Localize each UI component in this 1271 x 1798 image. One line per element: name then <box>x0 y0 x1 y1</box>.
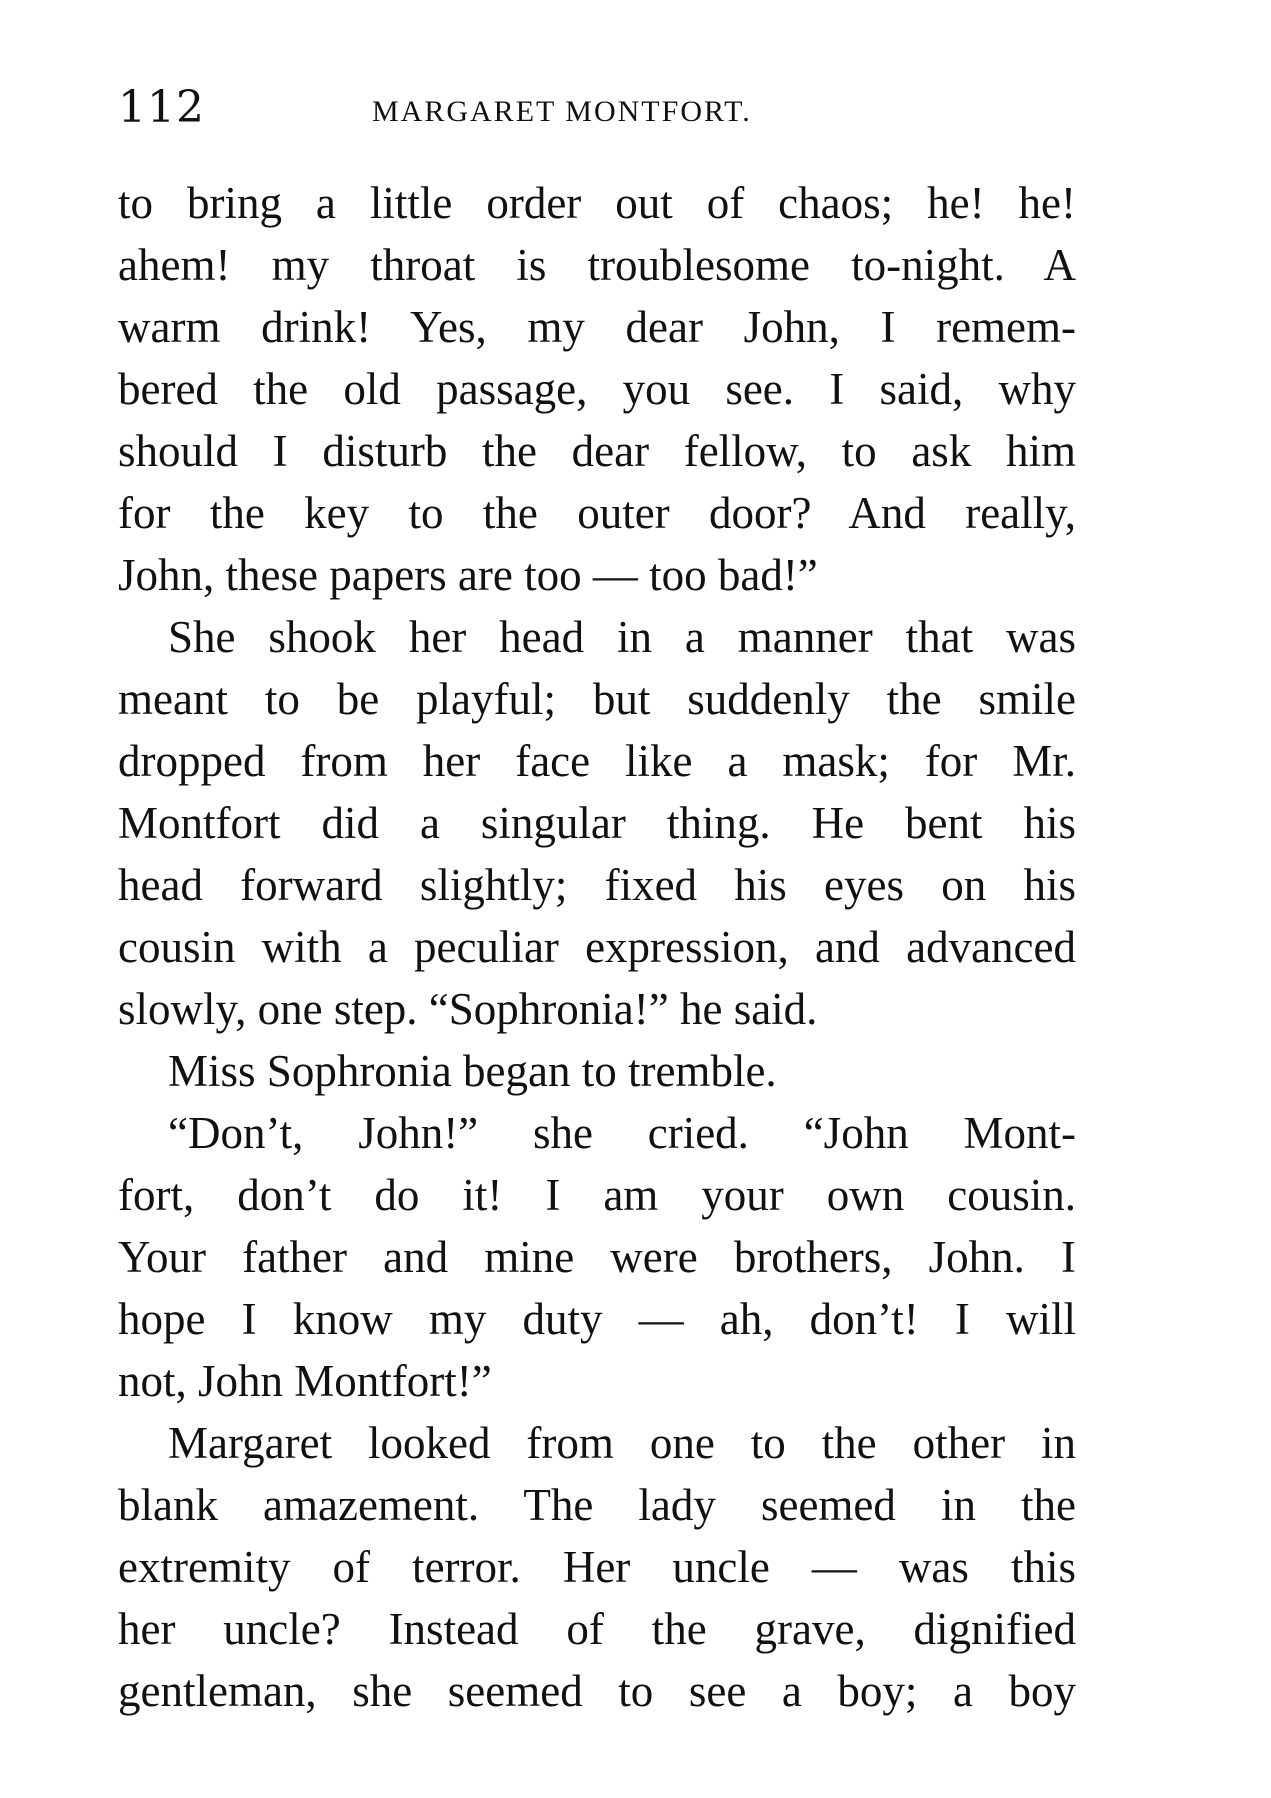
text-line: should I disturb the dear fellow, to ask him <box>118 426 1076 476</box>
text-line: extremity of terror. Her uncle — was this <box>118 1542 1076 1592</box>
text-line: John, these papers are too — too bad!” <box>118 550 818 600</box>
text-line: not, John Montfort!” <box>118 1356 492 1406</box>
page-number: 112 <box>118 82 205 133</box>
text-line: her uncle? Instead of the grave, dignified <box>118 1604 1076 1654</box>
text-line: hope I know my duty — ah, don’t! I will <box>118 1294 1076 1344</box>
text-line: head forward slightly; fixed his eyes on his <box>118 860 1076 910</box>
text-line: Montfort did a singular thing. He bent his <box>118 798 1076 848</box>
body-text <box>118 172 1076 1722</box>
text-line: gentleman, she seemed to see a boy; a boy <box>118 1666 1076 1716</box>
text-line: meant to be playful; but suddenly the smile <box>118 674 1076 724</box>
text-line: blank amazement. The lady seemed in the <box>118 1480 1076 1530</box>
text-line: ahem! my throat is troublesome to-night. A <box>118 240 1076 290</box>
text-line: warm drink! Yes, my dear John, I remem- <box>118 302 1076 352</box>
text-line: Margaret looked from one to the other in <box>168 1418 1076 1468</box>
text-line: “Don’t, John!” she cried. “John Mont- <box>168 1108 1076 1158</box>
text-line: to bring a little order out of chaos; he! he! <box>118 178 1076 228</box>
text-line: for the key to the outer door? And really, <box>118 488 1076 538</box>
text-line: slowly, one step. “Sophronia!” he said. <box>118 984 818 1034</box>
text-line: Miss Sophronia began to tremble. <box>168 1046 777 1096</box>
text-line: cousin with a peculiar expression, and advanced <box>118 922 1076 972</box>
text-line: dropped from her face like a mask; for Mr. <box>118 736 1076 786</box>
text-line: She shook her head in a manner that was <box>168 612 1076 662</box>
running-head: MARGARET MONTFORT. <box>372 95 752 128</box>
text-line: Your father and mine were brothers, John. I <box>118 1232 1076 1282</box>
text-line: bered the old passage, you see. I said, why <box>118 364 1076 414</box>
text-line: fort, don’t do it! I am your own cousin. <box>118 1170 1076 1220</box>
page-header <box>118 78 1078 138</box>
